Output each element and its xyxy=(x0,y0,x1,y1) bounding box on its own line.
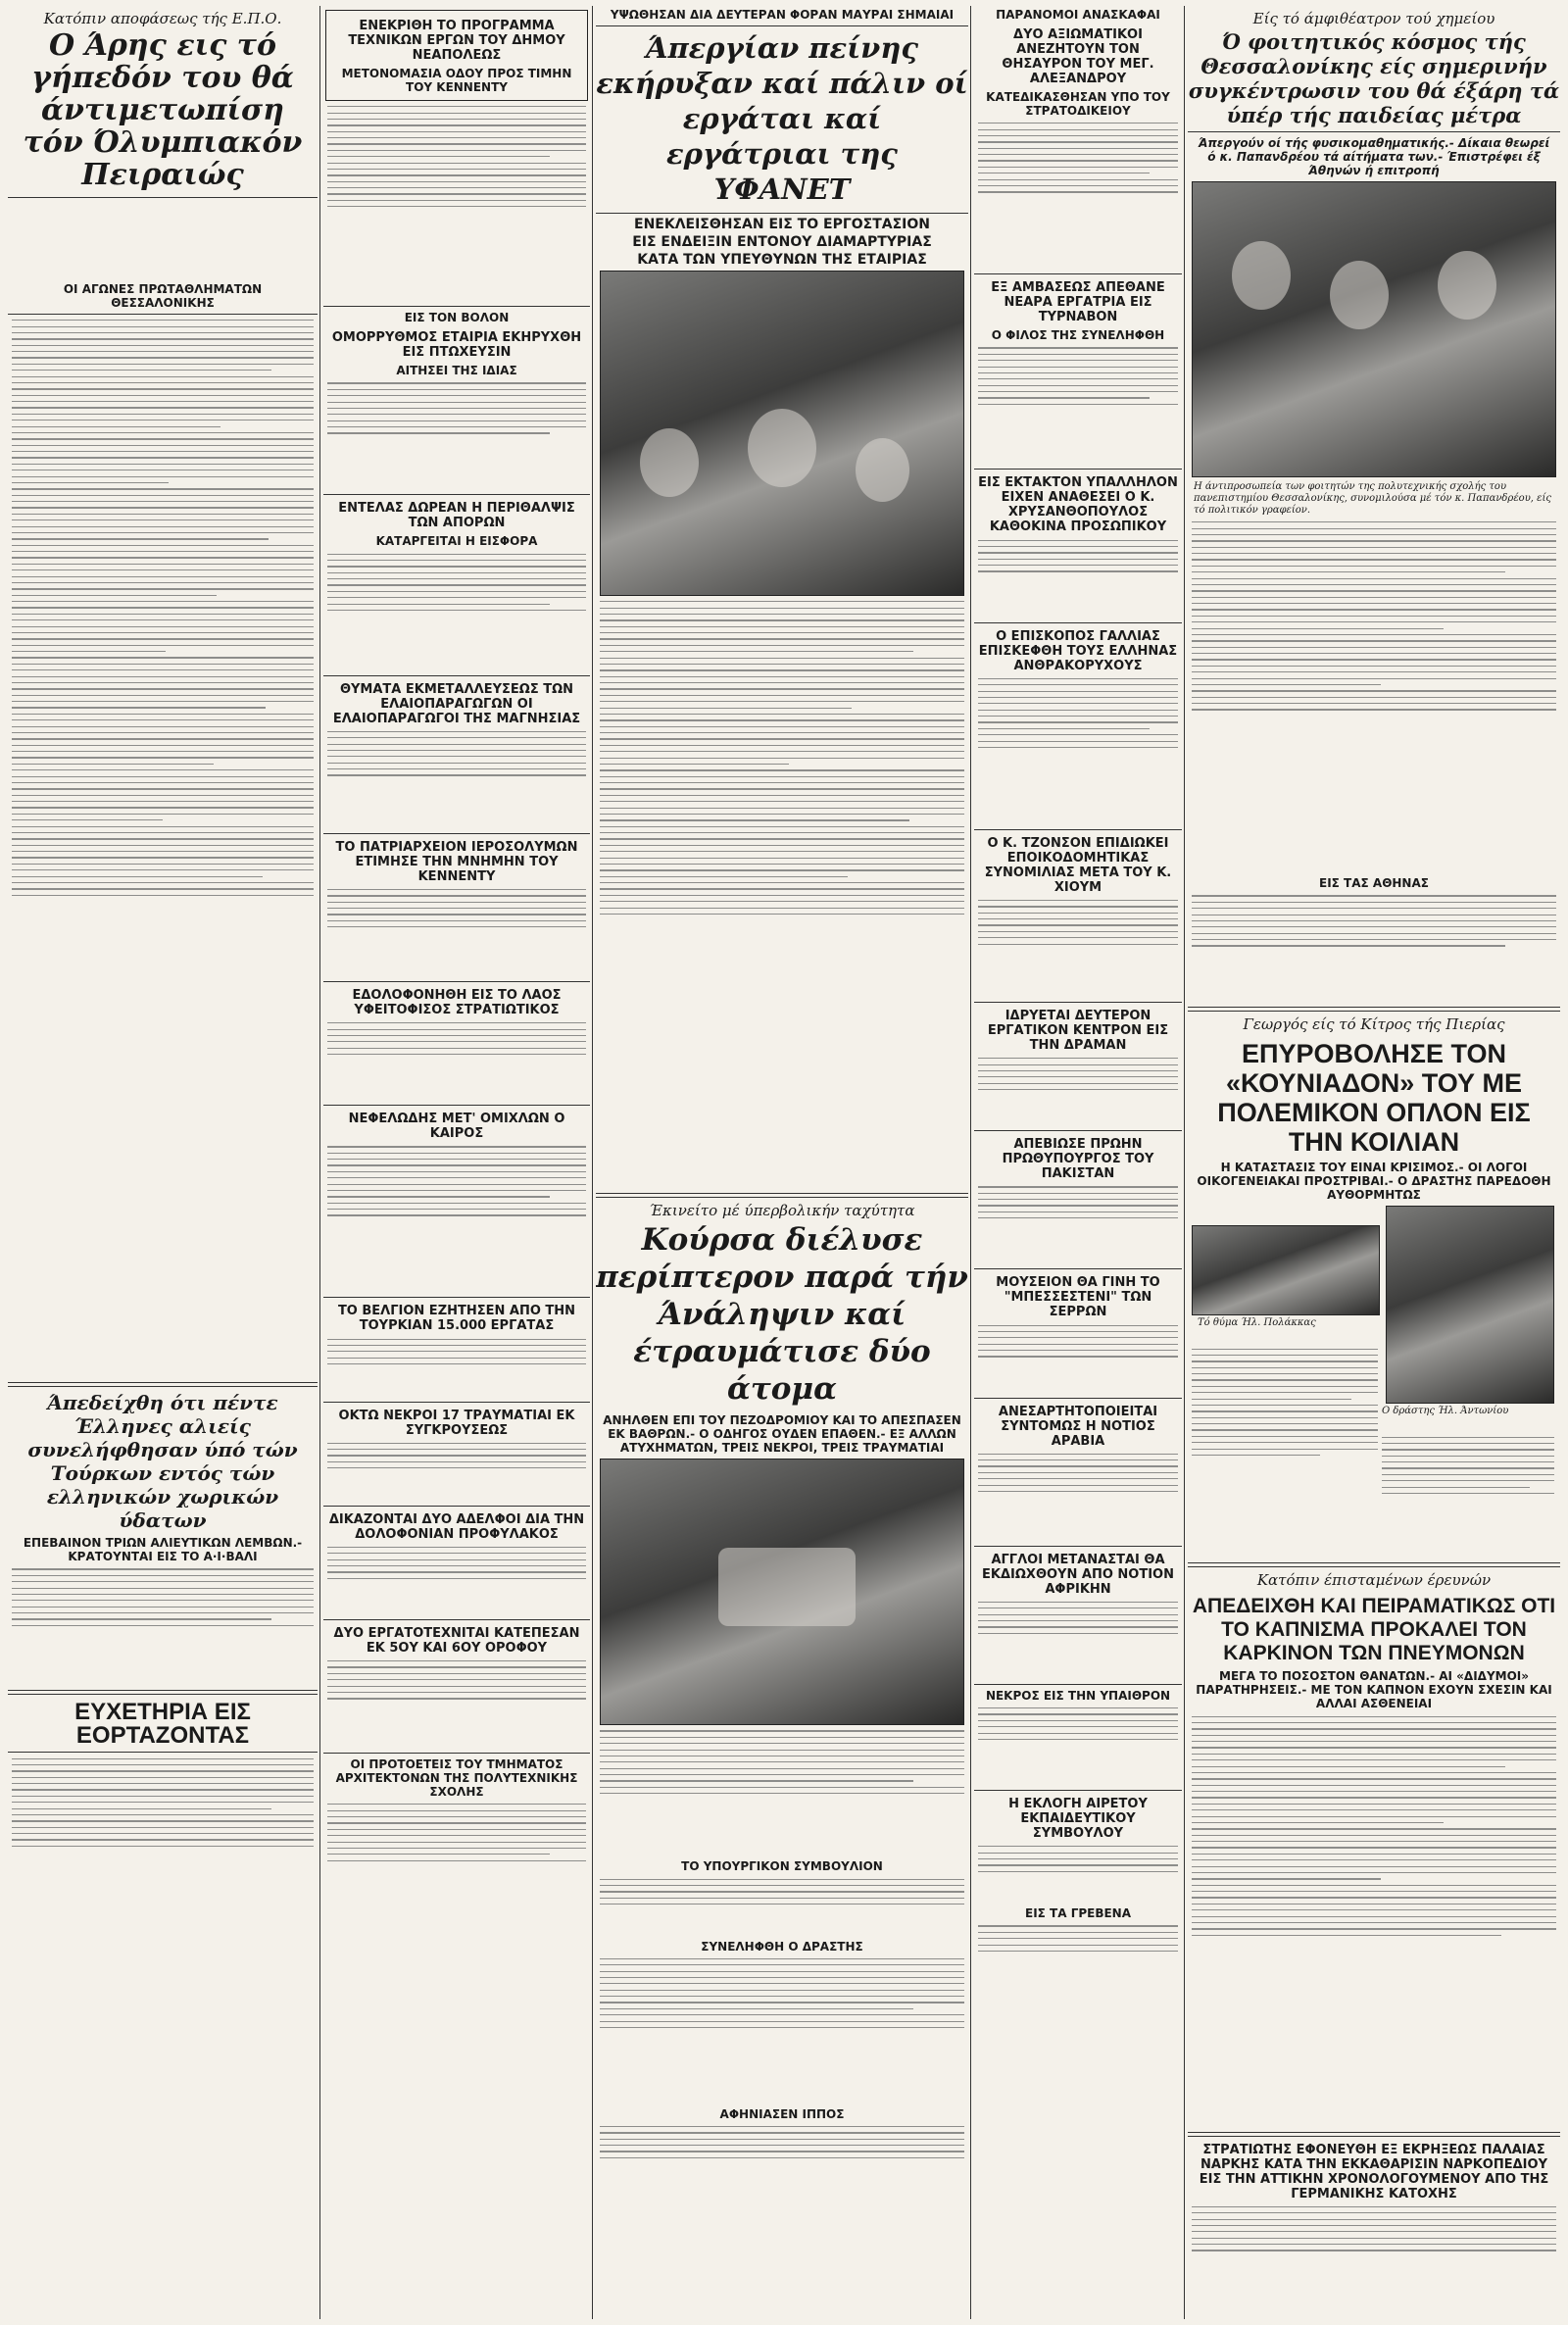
headline-shooting: ΕΠΥΡΟΒΟΛΗΣΕ ΤΟΝ «ΚΟΥΝΙΑΔΟΝ» ΤΟΥ ΜΕ ΠΟΛΕΜΙΚΟΝ ΟΠΛΟΝ ΕΙΣ ΤΗΝ ΚΟΙΛΙΑΝ xyxy=(1217,1039,1531,1158)
article-text xyxy=(600,1879,964,1938)
rule xyxy=(974,1684,1182,1685)
article-intro xyxy=(12,202,314,280)
rule xyxy=(8,1382,318,1387)
article-text xyxy=(978,1325,1178,1394)
kicker-strike: ΥΨΩΘΗΣΑΝ ΔΙΑ ΔΕΥΤΕΡΑΝ ΦΟΡΑΝ ΜΑΥΡΑΙ ΣΗΜΑΙΑΙ xyxy=(610,8,955,22)
box-cabinet: ΤΟ ΥΠΟΥΡΓΙΚΟΝ ΣΥΜΒΟΥΛΙΟΝ xyxy=(681,1859,883,1874)
subhead-tyrnavos: Ο ΦΙΛΟΣ ΤΗΣ ΣΥΝΕΛΗΦΘΗ xyxy=(991,328,1165,343)
article-text xyxy=(978,1846,1178,1905)
rule xyxy=(323,675,590,676)
rule xyxy=(8,1690,318,1695)
headline-bishop: Ο ΕΠΙΣΚΟΠΟΣ ΓΑΛΛΙΑΣ ΕΠΙΣΚΕΦΘΗ ΤΟΥΣ ΕΛΛΗΝΑΣ ΑΝΘΡΑΚΟΡΥΧΟΥΣ xyxy=(978,628,1178,673)
article-text xyxy=(978,123,1178,270)
rule xyxy=(323,306,590,307)
article-text xyxy=(978,1058,1178,1126)
headline-tyrnavos: ΕΞ ΑΜΒΑΣΕΩΣ ΑΠΕΘΑΝΕ ΝΕΑΡΑ ΕΡΓΑΤΡΙΑ ΕΙΣ ΤΥΡΝΑΒΟΝ xyxy=(991,280,1165,325)
rule xyxy=(1188,131,1560,132)
subhead-strike-3: ΚΑΤΑ ΤΩΝ ΥΠΕΥΘΥΝΩΝ ΤΗΣ ΕΤΑΙΡΙΑΣ xyxy=(637,252,927,268)
rule xyxy=(974,273,1182,274)
rule xyxy=(974,469,1182,470)
rule xyxy=(323,494,590,495)
column-rule xyxy=(592,6,593,2319)
headline-treasure: ΔΥΟ ΑΞΙΩΜΑΤΙΚΟΙ ΑΝΕΖΗΤΟΥΝ ΤΟΝ ΘΗΣΑΥΡΟΝ ΤΟΥ ΜΕΓ. ΑΛΕΞΑΝΔΡΟΥ xyxy=(1002,27,1154,86)
kicker-pieria: Γεωργός είς τό Κίτρος τής Πιερίας xyxy=(1243,1015,1505,1034)
subhead-treasure: ΚΑΤΕΔΙΚΑΣΘΗΣΑΝ ΥΠΟ ΤΟΥ ΣΤΡΑΤΟΔΙΚΕΙΟΥ xyxy=(986,90,1170,118)
headline-election: Η ΕΚΛΟΓΗ ΑΙΡΕΤΟΥ ΕΚΠΑΙΔΕΥΤΙΚΟΥ ΣΥΜΒΟΥΛΟΥ xyxy=(1008,1797,1148,1842)
rule xyxy=(974,1130,1182,1131)
headline-patriarchate: ΤΟ ΠΑΤΡΙΑΡΧΕΙΟΝ ΙΕΡΟΣΟΛΥΜΩΝ ΕΤΙΜΗΣΕ ΤΗΝ ΜΝΗΜΗΝ ΤΟΥ ΚΕΝΝΕΝΤΥ xyxy=(335,839,578,884)
article-text xyxy=(1382,1431,1554,1549)
box-arrest: ΣΥΝΕΛΗΦΘΗ Ο ΔΡΑΣΤΗΣ xyxy=(701,1939,863,1954)
kicker-speeding: Έκινείτο μέ ύπερβολικήν ταχύτητα xyxy=(649,1202,915,1220)
kicker: Κατόπιν αποφάσεως τής Ε.Π.Ο. xyxy=(43,10,282,27)
headline-hunger-strike: Άπεργίαν πείνης εκήρυξαν καί πάλιν οί εργάται καί εργάτριαι της ΥΦΑΝΕΤ xyxy=(596,31,968,206)
headline-grevena: ΕΙΣ ΤΑ ΓΡΕΒΕΝΑ xyxy=(1025,1906,1131,1921)
photo-victim xyxy=(1192,1225,1380,1315)
article-text xyxy=(327,106,586,302)
rule xyxy=(323,833,590,834)
caption-students: Η άντιπροσωπεία των φοιτητών της πολυτεχνικής σχολής του πανεπιστημίου Θεσσαλονίκης, συνομιλούσα μέ τόν κ. Παπανδρέου, είς τό πολιτικόν γραφείον. xyxy=(1194,481,1552,516)
article-text xyxy=(978,1925,1178,1984)
article-text xyxy=(327,1547,586,1615)
column-rule xyxy=(319,6,320,2319)
rule xyxy=(974,622,1182,623)
rule xyxy=(974,1268,1182,1269)
subhead-car-crash: ΑΝΗΛΘΕΝ ΕΠΙ ΤΟΥ ΠΕΖΟΔΡΟΜΙΟΥ ΚΑΙ ΤΟ ΑΠΕΣΠΑΣΕΝ ΕΚ ΒΑΘΡΩΝ.- Ο ΟΔΗΓΟΣ ΟΥΔΕΝ ΕΠΑΘΕΝ.- ΕΞ ΑΛΛΩΝ ΑΤΥΧΗΜΑΤΩΝ, ΤΡΕΙΣ ΝΕΚΡΟΙ, ΤΡΕΙΣ ΤΡΑΥΜΑΤΙΑΙ xyxy=(603,1413,961,1456)
article-text xyxy=(600,1958,964,2105)
article-text xyxy=(12,320,314,1378)
headline-fishermen: Άπεδείχθη ότι πέντε Έλληνες αλιείς συνελήφθησαν ύπό τών Τούρκων εντός τών ελληνικών χωρικών ύδατων xyxy=(27,1391,298,1533)
kicker-excavations: ΠΑΡΑΝΟΜΟΙ ΑΝΑΣΚΑΦΑΙ xyxy=(996,8,1160,22)
column-news-briefs xyxy=(323,6,590,2319)
rule xyxy=(323,1619,590,1620)
box-horse: ΑΦΗΝΙΑΣΕΝ ΙΠΠΟΣ xyxy=(719,2106,845,2121)
headline-laos: ΕΔΟΛΟΦΟΝΗΘΗ ΕΙΣ ΤΟ ΛΑΟΣ ΥΦΕΙΤΟΦΙΣΟΣ ΣΤΡΑΤΙΩΤΙΚΟΣ xyxy=(352,987,562,1017)
headline-olive-growers: ΘΥΜΑΤΑ ΕΚΜΕΤΑΛΛΕΥΣΕΩΣ ΤΩΝ ΕΛΑΙΟΠΑΡΑΓΩΓΩΝ ΟΙ ΕΛΑΙΟΠΑΡΑΓΩΓΟΙ ΤΗΣ ΜΑΓΝΗΣΙΑΣ xyxy=(332,681,581,726)
column-main-story xyxy=(596,6,968,2319)
headline-students: Ό φοιτητικός κόσμος τής Θεσσαλονίκης είς σημερινήν συγκέντρωσιν του θά έξάρη τά ύπέρ τής παιδείας μέτρα xyxy=(1188,29,1560,127)
rule xyxy=(596,25,968,26)
rule xyxy=(8,197,318,198)
photo-perpetrator xyxy=(1386,1206,1554,1404)
rule xyxy=(596,213,968,214)
subhead-strike-2: ΕΙΣ ΕΝΔΕΙΞΙΝ ΕΝΤΟΝΟΥ ΔΙΑΜΑΡΤΥΡΙΑΣ xyxy=(632,234,932,250)
headline-aris: Ο Άρης εις τό γήπεδόν του θά άντιμετωπίση τόν Όλυμπιακόν Πειραιώς xyxy=(23,28,303,192)
headline-serres: ΜΟΥΣΕΙΟΝ ΘΑ ΓΙΝΗ ΤΟ "ΜΠΕΣΣΕΣΤΕΝΙ" ΤΩΝ ΣΕΡΡΩΝ xyxy=(996,1275,1160,1320)
headline-johnson: Ο Κ. ΤΖΟΝΣΟΝ ΕΠΙΔΙΩΚΕΙ ΕΠΟΙΚΟΔΟΜΗΤΙΚΑΣ ΣΥΝΟΜΙΛΙΑΣ ΜΕΤΑ ΤΟΥ Κ. ΧΙΟΥΜ xyxy=(984,835,1172,895)
headline-free-care: ΕΝΤΕΛΑΣ ΔΩΡΕΑΝ Η ΠΕΡΙΘΑΛΨΙΣ ΤΩΝ ΑΠΟΡΩΝ xyxy=(338,501,575,531)
kicker-research: Κατόπιν έπισταμένων έρευνών xyxy=(1256,1571,1492,1590)
rule xyxy=(1188,1562,1560,1567)
headline-weather: ΝΕΦΕΛΩΔΗΣ ΜΕΤ' ΟΜΙΧΛΩΝ Ο ΚΑΙΡΟΣ xyxy=(348,1112,565,1142)
rule xyxy=(323,1402,590,1403)
kicker-volos: ΕΙΣ ΤΟΝ ΒΟΛΟΝ xyxy=(404,311,510,325)
article-text xyxy=(327,1660,586,1749)
article-text xyxy=(1192,2206,1556,2304)
article-text xyxy=(600,1730,964,1857)
rule xyxy=(323,981,590,982)
rule xyxy=(974,1002,1182,1003)
headline-smoking: ΑΠΕΔΕΙΧΘΗ ΚΑΙ ΠΕΙΡΑΜΑΤΙΚΩΣ ΟΤΙ ΤΟ ΚΑΠΝΙΣΜΑ ΠΡΟΚΑΛΕΙ ΤΟΝ ΚΑΡΚΙΝΟΝ ΤΩΝ ΠΝΕΥΜΟΝΩΝ xyxy=(1192,1595,1556,1665)
column-sports xyxy=(8,6,318,2319)
rule xyxy=(1188,2132,1560,2137)
headline-belgium: ΤΟ ΒΕΛΓΙΟΝ ΕΖΗΤΗΣΕΝ ΑΠΟ ΤΗΝ ΤΟΥΡΚΙΑΝ 15.000 ΕΡΓΑΤΑΣ xyxy=(337,1304,576,1334)
rule xyxy=(323,1506,590,1507)
article-text xyxy=(978,1602,1178,1680)
caption-perpetrator: Ο δράστης Ήλ. Άντωνίου xyxy=(1382,1406,1509,1417)
rule xyxy=(1188,1007,1560,1012)
article-text xyxy=(978,1186,1178,1264)
rule xyxy=(323,1297,590,1298)
headline-greetings: ΕΥΧΕΤΗΡΙΑ ΕΙΣ ΕΟΡΤΑΖΟΝΤΑΣ xyxy=(74,1699,251,1750)
greetings-list xyxy=(12,1758,314,1935)
headline-immigrants: ΑΓΓΛΟΙ ΜΕΤΑΝΑΣΤΑΙ ΘΑ ΕΚΔΙΩΧΘΟΥΝ ΑΠΟ ΝΟΤΙΟΝ ΑΦΡΙΚΗΝ xyxy=(982,1552,1174,1597)
subhead-smoking: ΜΕΓΑ ΤΟ ΠΟΣΟΣΤΟΝ ΘΑΝΑΤΩΝ.- ΑΙ «ΔΙΔΥΜΟΙ» ΠΑΡΑΤΗΡΗΣΕΙΣ.- ΜΕ ΤΟΝ ΚΑΠΝΟΝ ΕΧΟΥΝ ΣΧΕΣΙΝ ΚΑΙ ΑΛΛΑΙ ΑΣΘΕΝΕΙΑΙ xyxy=(1196,1669,1552,1711)
box-athens: ΕΙΣ ΤΑΣ ΑΘΗΝΑΣ xyxy=(1319,876,1429,891)
rule xyxy=(8,1752,318,1753)
article-text xyxy=(1192,1343,1378,1549)
column-briefs-2 xyxy=(974,6,1182,2319)
subhead-strike-1: ΕΝΕΚΛΕΙΣΘΗΣΑΝ ΕΙΣ ΤΟ ΕΡΓΟΣΤΑΣΙΟΝ xyxy=(634,217,930,232)
article-text xyxy=(1192,1716,1556,2128)
rule xyxy=(323,1105,590,1106)
headline-pakistan: ΑΠΕΒΙΩΣΕ ΠΡΩΗΝ ΠΡΩΘΥΠΟΥΡΓΟΣ ΤΟΥ ΠΑΚΙΣΤΑΝ xyxy=(1002,1137,1154,1182)
headline-workers-fall: ΔΥΟ ΕΡΓΑΤΟΤΕΧΝΙΤΑΙ ΚΑΤΕΠΕΣΑΝ ΕΚ 5ΟΥ ΚΑΙ 6ΟΥ ΟΡΟΦΟΥ xyxy=(333,1625,580,1656)
article-text xyxy=(12,1568,314,1686)
article-text xyxy=(327,1146,586,1293)
crash-photo xyxy=(600,1459,964,1725)
headline-car-crash: Κούρσα διέλυσε περίπτερον παρά τήν Άνάληψιν καί έτραυμάτισε δύο άτομα xyxy=(596,1222,968,1408)
headline-brothers-trial: ΔΙΚΑΖΟΝΤΑΙ ΔΥΟ ΑΔΕΛΦΟΙ ΔΙΑ ΤΗΝ ΔΟΛΟΦΟΝΙΑΝ ΠΡΟΦΥΛΑΚΟΣ xyxy=(328,1511,585,1542)
subhead-championships: ΟΙ ΑΓΩΝΕΣ ΠΡΩΤΑΘΛΗΜΑΤΩΝ ΘΕΣΣΑΛΟΝΙΚΗΣ xyxy=(63,282,263,310)
article-text xyxy=(978,540,1178,618)
article-text xyxy=(327,554,586,671)
article-text xyxy=(978,900,1178,998)
article-text xyxy=(327,1339,586,1398)
article-text xyxy=(978,347,1178,465)
subhead-fishermen: ΕΠΕΒΑΙΝΟΝ ΤΡΙΩΝ ΑΛΙΕΥΤΙΚΩΝ ΛΕΜΒΩΝ.- ΚΡΑΤΟΥΝΤΑΙ ΕΙΣ ΤΟ Α·Ι·ΒΑΛΙ xyxy=(23,1536,303,1564)
headline-arabia: ΑΝΕΣΑΡΤΗΤΟΠΟΙΕΙΤΑΙ ΣΥΝΤΟΜΩΣ Η ΝΟΤΙΟΣ ΑΡΑΒΙΑ xyxy=(998,1404,1158,1449)
article-text xyxy=(600,2126,964,2204)
article-text xyxy=(327,889,586,977)
headline-bankruptcy: ΟΜΟΡΡΥΘΜΟΣ ΕΤΑΙΡΙΑ ΕΚΗΡΥΧΘΗ ΕΙΣ ΠΤΩΧΕΥΣΙΝ xyxy=(331,330,582,361)
column-students xyxy=(1188,6,1560,2319)
article-text xyxy=(1192,521,1556,874)
article-text xyxy=(327,1804,586,1921)
headline-neapolis: ΕΝΕΚΡΙΘΗ ΤΟ ΠΡΟΓΡΑΜΜΑ ΤΕΧΝΙΚΩΝ ΕΡΓΩΝ ΤΟΥ ΔΗΜΟΥ ΝΕΑΠΟΛΕΩΣ xyxy=(348,19,565,63)
rule xyxy=(974,1546,1182,1547)
article-text xyxy=(1192,895,1556,1003)
article-text xyxy=(327,1022,586,1101)
headline-collision: ΟΚΤΩ ΝΕΚΡΟΙ 17 ΤΡΑΥΜΑΤΙΑΙ ΕΚ ΣΥΓΚΡΟΥΣΕΩΣ xyxy=(338,1408,575,1438)
newspaper-page xyxy=(8,6,1560,2319)
rule xyxy=(8,314,318,315)
column-rule xyxy=(970,6,971,2319)
headline-dead: ΝΕΚΡΟΣ ΕΙΣ ΤΗΝ ΥΠΑΙΘΡΟΝ xyxy=(985,1688,1171,1703)
subhead-free-care: ΚΑΤΑΡΓΕΙΤΑΙ Η ΕΙΣΦΟΡΑ xyxy=(375,534,538,549)
article-text xyxy=(978,678,1178,825)
headline-employee: ΕΙΣ ΕΚΤΑΚΤΟΝ ΥΠΑΛΛΗΛΟΝ ΕΙΧΕΝ ΑΝΑΘΕΣΕΙ Ο Κ. ΧΡΥΣΑΝΘΟΠΟΥΛΟΣ ΚΑΘΟΚΙΝΑ ΠΡΟΣΩΠΙΚΟΥ xyxy=(978,475,1178,535)
headline-landmine: ΣΤΡΑΤΙΩΤΗΣ ΕΦΟΝΕΥΘΗ ΕΞ ΕΚΡΗΞΕΩΣ ΠΑΛΑΙΑΣ ΝΑΡΚΗΣ ΚΑΤΑ ΤΗΝ ΕΚΚΑΘΑΡΙΣΙΝ ΝΑΡΚΟΠΕΔΙΟΥ ΕΙΣ ΤΗΝ ΑΤΤΙΚΗΝ ΧΡΟΝΟΛΟΓΟΥΜΕΝΟΥ ΑΠΟ ΤΗΣ ΓΕΡΜΑΝΙΚΗΣ ΚΑΤΟΧΗΣ xyxy=(1199,2142,1549,2201)
caption-victim: Τό θύμα Ήλ. Πολάκκας xyxy=(1198,1317,1316,1329)
headline-drama: ΙΔΡΥΕΤΑΙ ΔΕΥΤΕΡΟΝ ΕΡΓΑΤΙΚΟΝ ΚΕΝΤΡΟΝ ΕΙΣ ΤΗΝ ΔΡΑΜΑΝ xyxy=(987,1008,1169,1053)
strike-photo xyxy=(600,271,964,596)
article-text xyxy=(600,601,964,1189)
shooting-photos xyxy=(1188,1206,1560,1558)
rule xyxy=(974,829,1182,830)
article-text xyxy=(978,1454,1178,1542)
rule xyxy=(974,1790,1182,1791)
rule xyxy=(974,1398,1182,1399)
article-text xyxy=(978,1707,1178,1786)
column-rule xyxy=(1184,6,1185,2319)
rule xyxy=(596,1193,968,1198)
students-photo xyxy=(1192,181,1556,477)
article-text xyxy=(327,382,586,490)
subhead-shooting: Η ΚΑΤΑΣΤΑΣΙΣ ΤΟΥ ΕΙΝΑΙ ΚΡΙΣΙΜΟΣ.- ΟΙ ΛΟΓΟΙ ΟΙΚΟΓΕΝΕΙΑΚΑΙ ΠΡΟΣΤΡΙΒΑΙ.- Ο ΔΡΑΣΤΗΣ ΠΑΡΕΔΟΘΗ ΑΥΘΟΡΜΗΤΩΣ xyxy=(1197,1161,1551,1203)
headline-architects: ΟΙ ΠΡΟΤΟΕΤΕΙΣ ΤΟΥ ΤΜΗΜΑΤΟΣ ΑΡΧΙΤΕΚΤΟΝΩΝ ΤΗΣ ΠΟΛΥΤΕΧΝΙΚΗΣ ΣΧΟΛΗΣ xyxy=(335,1757,578,1800)
subhead-neapolis: ΜΕΤΟΝΟΜΑΣΙΑ ΟΔΟΥ ΠΡΟΣ ΤΙΜΗΝ ΤΟΥ ΚΕΝΝΕΝΤΥ xyxy=(341,67,572,94)
subhead-bankruptcy: ΑΙΤΗΣΕΙ ΤΗΣ ΙΔΙΑΣ xyxy=(396,364,517,378)
article-text xyxy=(327,731,586,829)
article-text xyxy=(327,1443,586,1502)
deck-students: Άπεργούν οί τής φυσικομαθηματικής.- Δίκαια θεωρεί ό κ. Παπανδρέου τά αίτήματα των.- Έπιστρέφει έξ Άθηνών ή επιτροπή xyxy=(1198,136,1550,177)
kicker-amphitheatre: Είς τό άμφιθέατρον τού χημείου xyxy=(1252,10,1495,27)
rule xyxy=(323,1753,590,1754)
